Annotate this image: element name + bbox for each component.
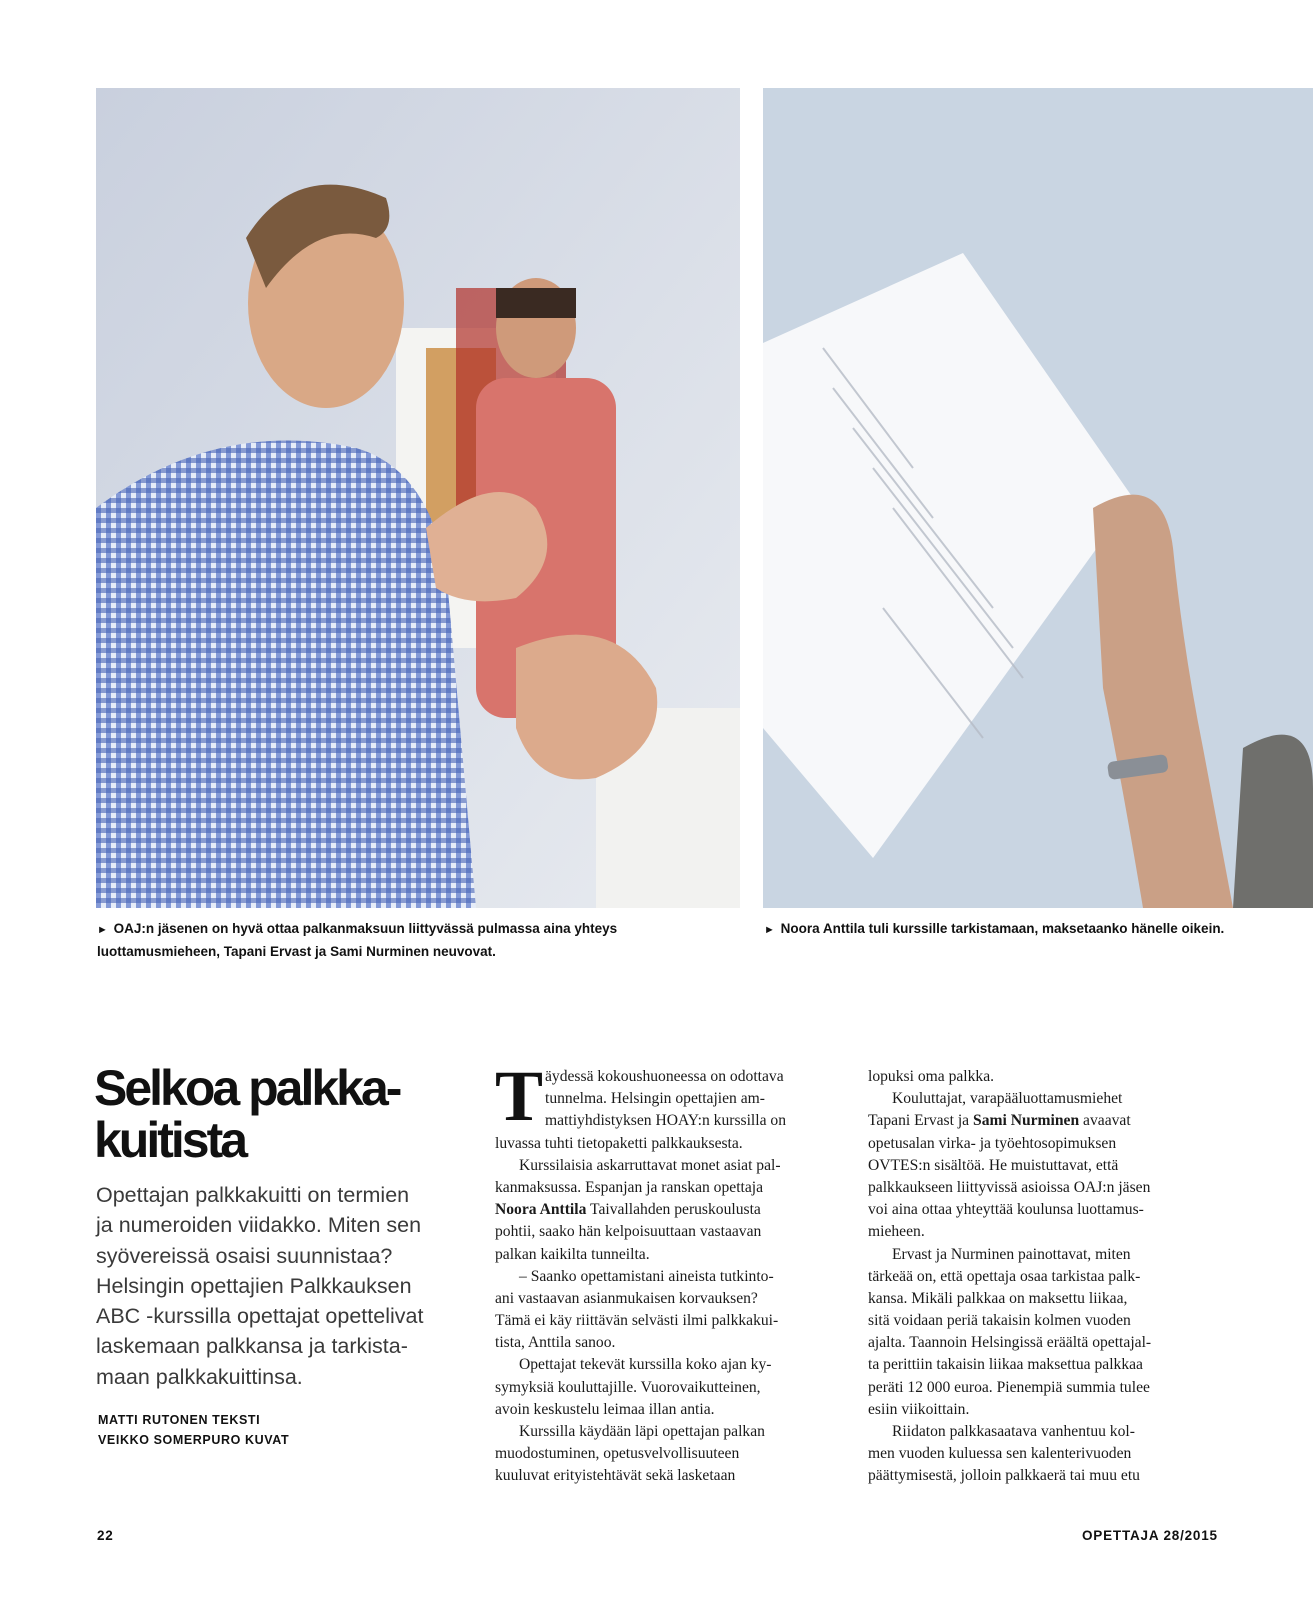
body-line: Kurssilla käydään läpi opettajan palkan xyxy=(519,1423,765,1440)
body-line xyxy=(495,1199,845,1221)
arrow-marker-icon: ► xyxy=(764,924,775,936)
body-line: OVTES:n sisältöä. He muistuttavat, että xyxy=(868,1156,1119,1174)
body-line: Tämä ei käy riittävän selvästi ilmi palkkakui- xyxy=(495,1312,779,1330)
byline xyxy=(98,1410,289,1450)
body-line: tista, Anttila sanoo. xyxy=(495,1334,616,1352)
headline-line2: kuitista xyxy=(94,1112,246,1168)
person-name-ervast: Tapani Ervast xyxy=(868,1112,954,1130)
photo-payslip-in-hand xyxy=(763,88,1313,908)
body-line: kanmaksussa. Espanjan ja ranskan opettaja xyxy=(495,1178,764,1196)
body-line: pohtii, saako hän kelpoisuuttaan vastaavan xyxy=(495,1223,762,1241)
body-line: ta perittiin takaisin liikaa maksettua palkkaa xyxy=(868,1356,1143,1374)
body-line: ani vastaavan asianmukaisen korvauksen? xyxy=(495,1289,758,1307)
drop-cap: T xyxy=(495,1056,544,1136)
article-lead xyxy=(96,1180,466,1392)
body-column-middle xyxy=(495,1056,845,1488)
person-name-anttila: Noora Anttila xyxy=(495,1201,587,1219)
lead-line: syövereissä osaisi suunnistaa? xyxy=(96,1243,393,1268)
body-line: mattiyhdistyksen HOAY:n kurssilla on xyxy=(545,1112,786,1130)
photo-trainer-speaking xyxy=(96,88,740,908)
body-line: symyksiä kouluttajille. Vuorovaikutteinen, xyxy=(495,1378,761,1396)
byline-photos: VEIKKO SOMERPURO KUVAT xyxy=(98,1433,290,1447)
body-line: luvassa tuhti tietopaketti palkkauksesta. xyxy=(495,1134,743,1152)
body-line: sitä voidaan periä takaisin kolmen vuoden xyxy=(868,1312,1131,1330)
caption-left xyxy=(97,918,737,962)
body-line: palkkaukseen liittyvissä asioissa OAJ:n jäsen xyxy=(868,1178,1151,1196)
caption-right-text: Noora Anttila tuli kurssille tarkistamaan, maksetaanko hänelle oikein. xyxy=(780,921,1225,936)
body-line: esiin viikoittain. xyxy=(868,1400,970,1418)
caption-right xyxy=(764,918,1304,941)
body-line-rest: Taivallahden peruskoulusta xyxy=(586,1201,761,1219)
body-line: kuuluvat erityistehtävät sekä lasketaan xyxy=(495,1467,736,1485)
arrow-marker-icon: ► xyxy=(97,924,108,936)
body-line: men vuoden kuluessa sen kalenterivuoden xyxy=(868,1445,1132,1463)
lead-line: laskemaan palkkansa ja tarkista- xyxy=(96,1334,408,1359)
lead-line: ja numeroiden viidakko. Miten sen xyxy=(96,1213,422,1238)
body-line: Kurssilaisia askarruttavat monet asiat pal- xyxy=(519,1156,781,1174)
body-line: – Saanko opettamistani aineista tutkinto- xyxy=(519,1267,774,1285)
body-column-right xyxy=(868,1066,1218,1488)
person-name-nurminen: Sami Nurminen xyxy=(973,1112,1080,1130)
body-line: ajalta. Taannoin Helsingissä eräältä opettajal- xyxy=(868,1334,1152,1352)
body-line: peräti 12 000 euroa. Pienempiä summia tulee xyxy=(868,1378,1150,1396)
body-line: tunnelma. Helsingin opettajien am- xyxy=(545,1090,765,1108)
body-line: mieheen. xyxy=(868,1223,925,1241)
caption-left-line1: OAJ:n jäsenen on hyvä ottaa palkanmaksuun liittyvässä pulmassa aina yhteys xyxy=(113,921,618,936)
body-line-rest: avaavat xyxy=(1079,1112,1131,1130)
body-line: palkan kaikilta tunneilta. xyxy=(495,1245,650,1263)
body-line: avoin keskustelu leimaa illan antia. xyxy=(495,1400,715,1418)
body-line: Opettajat tekevät kurssilla koko ajan ky- xyxy=(519,1356,772,1374)
body-line: opetusalan virka- ja työehtosopimuksen xyxy=(868,1134,1117,1152)
article-headline xyxy=(94,1062,434,1166)
body-line xyxy=(868,1110,1218,1132)
body-line-conj: ja xyxy=(953,1112,974,1130)
body-line: kansa. Mikäli palkkaa on maksettu liikaa, xyxy=(868,1289,1128,1307)
headline-line1: Selkoa palkka- xyxy=(94,1060,400,1116)
body-line: muodostuminen, opetusvelvollisuuteen xyxy=(495,1445,740,1463)
body-line: päättymisestä, jolloin palkkaerä tai muu etu xyxy=(868,1467,1140,1485)
lead-line: maan palkkakuittinsa. xyxy=(96,1364,303,1389)
body-line: tärkeää on, että opettaja osaa tarkistaa palk- xyxy=(868,1267,1141,1285)
byline-text: MATTI RUTONEN TEKSTI xyxy=(98,1413,261,1427)
body-line: Kouluttajat, varapääluottamusmiehet xyxy=(892,1090,1123,1108)
body-line: lopuksi oma palkka. xyxy=(868,1068,995,1085)
lead-line: Helsingin opettajien Palkkauksen xyxy=(96,1273,412,1298)
lead-line: ABC -kurssilla opettajat opettelivat xyxy=(96,1304,424,1329)
lead-line: Opettajan palkkakuitti on termien xyxy=(96,1183,410,1207)
caption-left-line2: luottamusmieheen, Tapani Ervast ja Sami Nurminen neuvovat. xyxy=(97,944,496,959)
body-line: voi aina ottaa yhteyttää koulunsa luottamus- xyxy=(868,1201,1144,1219)
body-line: äydessä kokoushuoneessa on odottava xyxy=(545,1068,784,1085)
page-number: 22 xyxy=(97,1528,114,1543)
magazine-issue: OPETTAJA 28/2015 xyxy=(1082,1528,1218,1543)
body-line: Riidaton palkkasaatava vanhentuu kol- xyxy=(892,1423,1135,1440)
body-line: Ervast ja Nurminen painottavat, miten xyxy=(892,1245,1131,1263)
